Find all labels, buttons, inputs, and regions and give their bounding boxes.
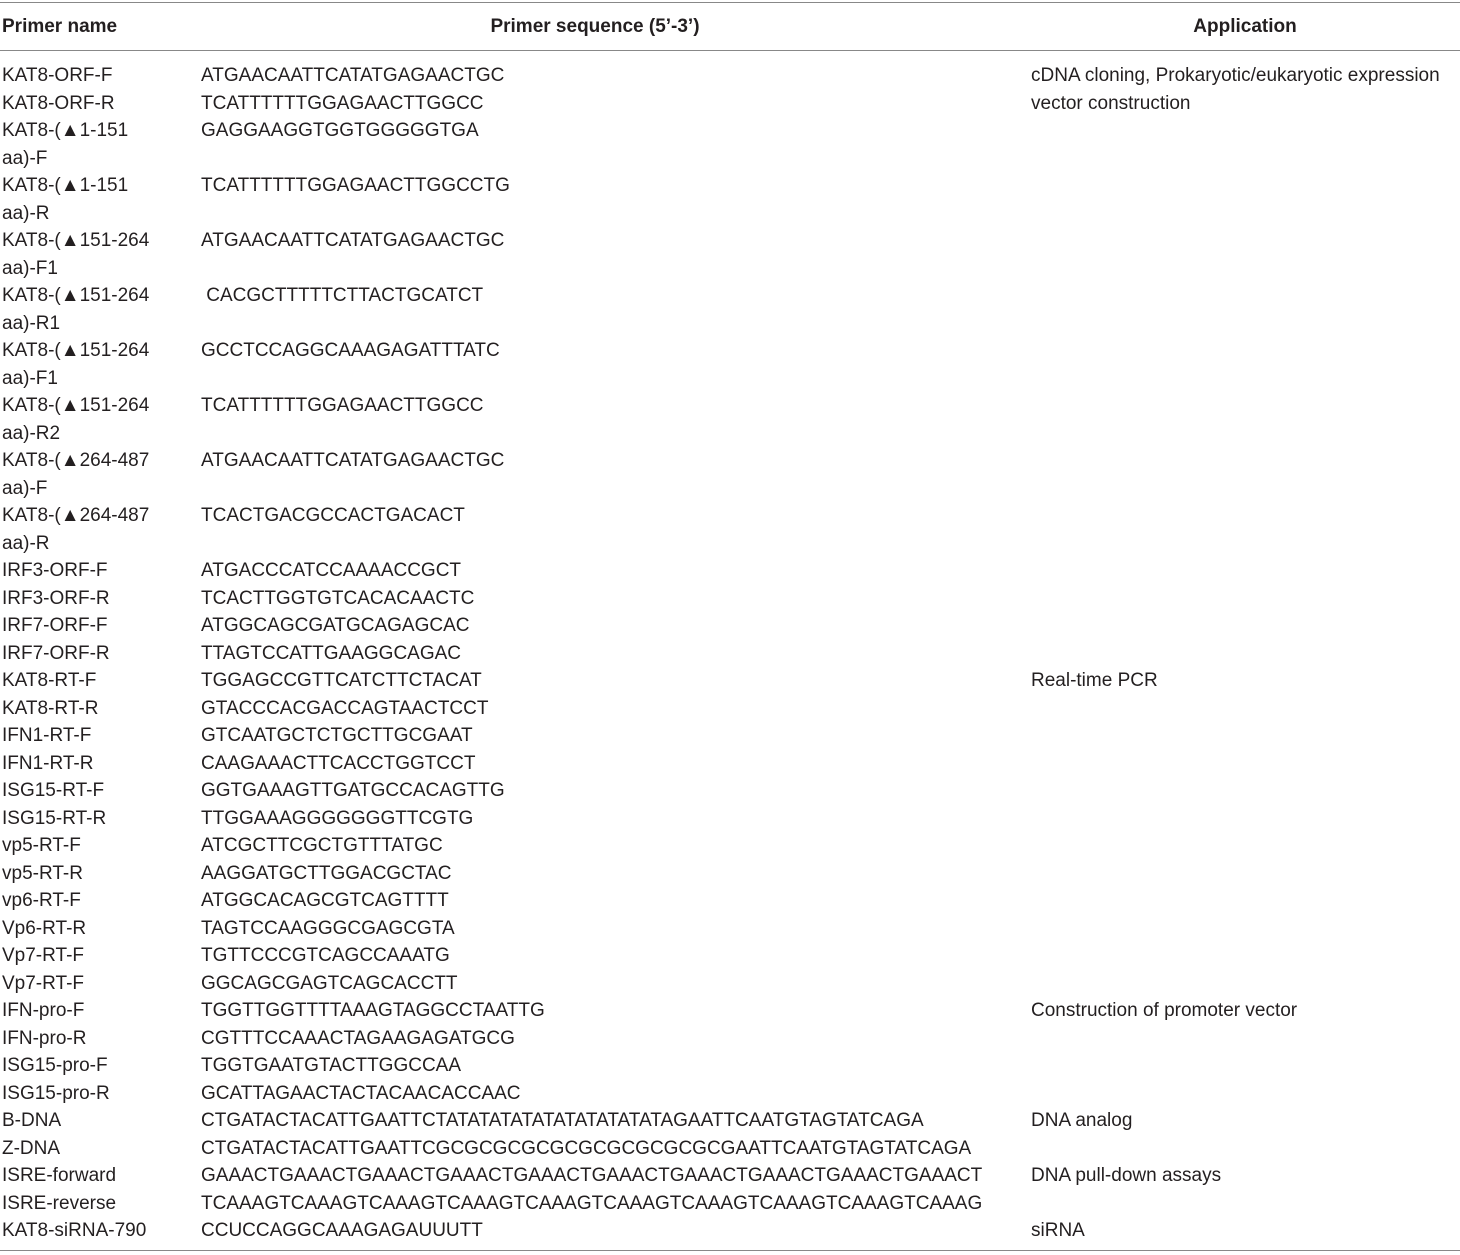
table-row xyxy=(0,90,1460,118)
table-row xyxy=(0,640,1460,668)
table-row xyxy=(0,117,1460,172)
primer-name-cell: KAT8-RT-F xyxy=(2,670,97,691)
table-row xyxy=(0,612,1460,640)
primer-name-cell: KAT8-(▲151-264 aa)-F1 xyxy=(2,230,150,279)
primer-sequence-cell: GGTGAAAGTTGATGCCACAGTTG xyxy=(201,780,505,801)
primer-sequence-cell: CTGATACTACATTGAATTCTATATATATATATATATATATAGAATTCAATGTAGTATCAGA xyxy=(201,1110,924,1131)
table-row xyxy=(0,970,1460,998)
primer-sequence-cell: CAAGAAACTTCACCTGGTCCT xyxy=(201,752,476,774)
table-row xyxy=(0,997,1460,1025)
primer-sequence-cell: ATGAACAATTCATATGAGAACTGC xyxy=(201,450,505,471)
primer-sequence-cell: TCATTTTTTGGAGAACTTGGCC xyxy=(201,92,484,114)
primer-name-cell: ISG15-pro-F xyxy=(2,1055,108,1076)
primer-name-cell: KAT8-(▲151-264 aa)-F1 xyxy=(2,340,150,389)
primer-sequence-cell: TGGAGCCGTTCATCTTCTACAT xyxy=(201,670,482,691)
primer-sequence-cell: GAAACTGAAACTGAAACTGAAACTGAAACTGAAACTGAAACTGAAACTGAAACTGAAACT xyxy=(201,1165,983,1186)
primer-name-cell: IFN1-RT-F xyxy=(2,725,92,746)
primer-sequence-cell: CACGCTTTTTCTTACTGCATCT xyxy=(201,285,484,306)
primer-name-cell: ISRE-reverse xyxy=(2,1192,117,1214)
primer-name-cell: KAT8-ORF-R xyxy=(2,92,115,114)
table-row xyxy=(0,1080,1460,1108)
primer-name-cell: Z-DNA xyxy=(2,1137,61,1159)
primer-sequence-cell: TCAAAGTCAAAGTCAAAGTCAAAGTCAAAGTCAAAGTCAAAGTCAAAGTCAAAGTCAAAG xyxy=(201,1192,983,1214)
primer-sequence-cell: GCATTAGAACTACTACAACACCAAC xyxy=(201,1082,521,1104)
table-row xyxy=(0,1135,1460,1163)
primer-name-cell: KAT8-ORF-F xyxy=(2,65,113,86)
primer-name-cell: ISG15-RT-F xyxy=(2,780,105,801)
table-row xyxy=(0,392,1460,447)
primer-sequence-cell: GAGGAAGGTGGTGGGGGTGA xyxy=(201,120,479,141)
table-row xyxy=(0,832,1460,860)
table-row xyxy=(0,777,1460,805)
primer-name-cell: KAT8-(▲1-151 aa)-R xyxy=(2,175,129,224)
primer-sequence-cell: CCUCCAGGCAAAGAGAUUUTT xyxy=(201,1220,483,1241)
primer-sequence-cell: TCATTTTTTGGAGAACTTGGCC xyxy=(201,395,484,416)
table-row xyxy=(0,915,1460,943)
primer-sequence-cell: GGCAGCGAGTCAGCACCTT xyxy=(201,972,458,994)
primer-sequence-cell: TTGGAAAGGGGGGGTTCGTG xyxy=(201,807,474,829)
table-row xyxy=(0,502,1460,557)
primer-sequence-cell: GTACCCACGACCAGTAACTCCT xyxy=(201,697,489,719)
primer-sequence-cell: ATGGCACAGCGTCAGTTTT xyxy=(201,890,449,911)
primer-sequence-cell: CGTTTCCAAACTAGAAGAGATGCG xyxy=(201,1027,515,1049)
primer-name-cell: Vp6-RT-R xyxy=(2,917,87,939)
header-primer-sequence: Primer sequence (5’-3’) xyxy=(490,16,700,37)
primer-name-cell: KAT8-(▲264-487 aa)-F xyxy=(2,450,150,499)
table-row xyxy=(0,337,1460,392)
primer-sequence-cell: ATGAACAATTCATATGAGAACTGC xyxy=(201,65,505,86)
primer-sequence-cell: TGGTTGGTTTTAAAGTAGGCCTAATTG xyxy=(201,1000,545,1021)
primer-sequence-cell: TTAGTCCATTGAAGGCAGAC xyxy=(201,642,462,664)
primer-name-cell: IFN-pro-F xyxy=(2,1000,85,1021)
table-row xyxy=(0,1162,1460,1190)
table-row xyxy=(0,585,1460,613)
table-row xyxy=(0,695,1460,723)
primer-name-cell: IRF3-ORF-R xyxy=(2,587,110,609)
primer-name-cell: Vp7-RT-F xyxy=(2,945,85,966)
table-row xyxy=(0,1025,1460,1053)
primer-sequence-cell: TAGTCCAAGGGCGAGCGTA xyxy=(201,917,455,939)
table-row xyxy=(0,1190,1460,1218)
header-rule xyxy=(0,50,1460,51)
table-row xyxy=(0,282,1460,337)
table-row xyxy=(0,557,1460,585)
primer-sequence-cell: TCATTTTTTGGAGAACTTGGCCTG xyxy=(201,175,510,196)
application-cell: DNA analog xyxy=(1031,1110,1133,1131)
primer-name-cell: IRF7-ORF-F xyxy=(2,615,108,636)
primer-sequence-cell: GCCTCCAGGCAAAGAGATTTATC xyxy=(201,340,500,361)
primer-name-cell: IFN1-RT-R xyxy=(2,752,94,774)
table-row xyxy=(0,172,1460,227)
primer-sequence-cell: AAGGATGCTTGGACGCTAC xyxy=(201,862,452,884)
application-cell: DNA pull-down assays xyxy=(1031,1165,1222,1186)
primer-name-cell: B-DNA xyxy=(2,1110,62,1131)
primer-sequence-cell: GTCAATGCTCTGCTTGCGAAT xyxy=(201,725,473,746)
table-row xyxy=(0,750,1460,778)
primer-name-cell: vp5-RT-F xyxy=(2,835,81,856)
table-row xyxy=(0,860,1460,888)
primer-sequence-cell: TCACTTGGTGTCACACAACTC xyxy=(201,587,475,609)
primer-name-cell: vp6-RT-F xyxy=(2,890,81,911)
table-row xyxy=(0,447,1460,502)
primer-sequence-cell: TCACTGACGCCACTGACACT xyxy=(201,505,465,526)
primer-name-cell: KAT8-RT-R xyxy=(2,697,99,719)
table-row xyxy=(0,942,1460,970)
primer-name-cell: IRF7-ORF-R xyxy=(2,642,110,664)
primer-name-cell: vp5-RT-R xyxy=(2,862,83,884)
table-row xyxy=(0,805,1460,833)
table-top-rule xyxy=(0,2,1460,3)
primer-sequence-cell: TGGTGAATGTACTTGGCCAA xyxy=(201,1055,462,1076)
primer-name-cell: KAT8-(▲1-151 aa)-F xyxy=(2,120,129,169)
application-cell: cDNA cloning, Prokaryotic/eukaryotic expression vector construction xyxy=(1031,65,1440,114)
table-row xyxy=(0,887,1460,915)
header-primer-name: Primer name xyxy=(2,16,118,37)
primer-sequence-cell: ATGACCCATCCAAAACCGCT xyxy=(201,560,462,581)
table-bottom-rule xyxy=(0,1250,1460,1251)
application-cell: Construction of promoter vector xyxy=(1031,1000,1298,1021)
primer-name-cell: KAT8-siRNA-790 xyxy=(2,1220,147,1241)
primer-name-cell: KAT8-(▲264-487 aa)-R xyxy=(2,505,150,554)
primer-name-cell: IRF3-ORF-F xyxy=(2,560,108,581)
application-cell: Real-time PCR xyxy=(1031,670,1158,691)
primer-sequence-cell: TGTTCCCGTCAGCCAAATG xyxy=(201,945,450,966)
primer-name-cell: KAT8-(▲151-264 aa)-R1 xyxy=(2,285,150,334)
primer-sequence-cell: ATGAACAATTCATATGAGAACTGC xyxy=(201,230,505,251)
primer-name-cell: KAT8-(▲151-264 aa)-R2 xyxy=(2,395,150,444)
primer-name-cell: ISRE-forward xyxy=(2,1165,117,1186)
header-application: Application xyxy=(1193,16,1297,37)
primer-name-cell: Vp7-RT-F xyxy=(2,972,85,994)
table-row xyxy=(0,1217,1460,1245)
table-row xyxy=(0,1052,1460,1080)
primer-sequence-cell: ATCGCTTCGCTGTTTATGC xyxy=(201,835,443,856)
primer-sequence-cell: ATGGCAGCGATGCAGAGCAC xyxy=(201,615,470,636)
primer-name-cell: ISG15-RT-R xyxy=(2,807,107,829)
application-cell: siRNA xyxy=(1031,1220,1085,1241)
table-row xyxy=(0,227,1460,282)
table-row xyxy=(0,667,1460,695)
table-row xyxy=(0,722,1460,750)
table-row xyxy=(0,1107,1460,1135)
primer-sequence-cell: CTGATACTACATTGAATTCGCGCGCGCGCGCGCGCGCGCGAATTCAATGTAGTATCAGA xyxy=(201,1137,972,1159)
primer-name-cell: IFN-pro-R xyxy=(2,1027,87,1049)
primer-name-cell: ISG15-pro-R xyxy=(2,1082,110,1104)
